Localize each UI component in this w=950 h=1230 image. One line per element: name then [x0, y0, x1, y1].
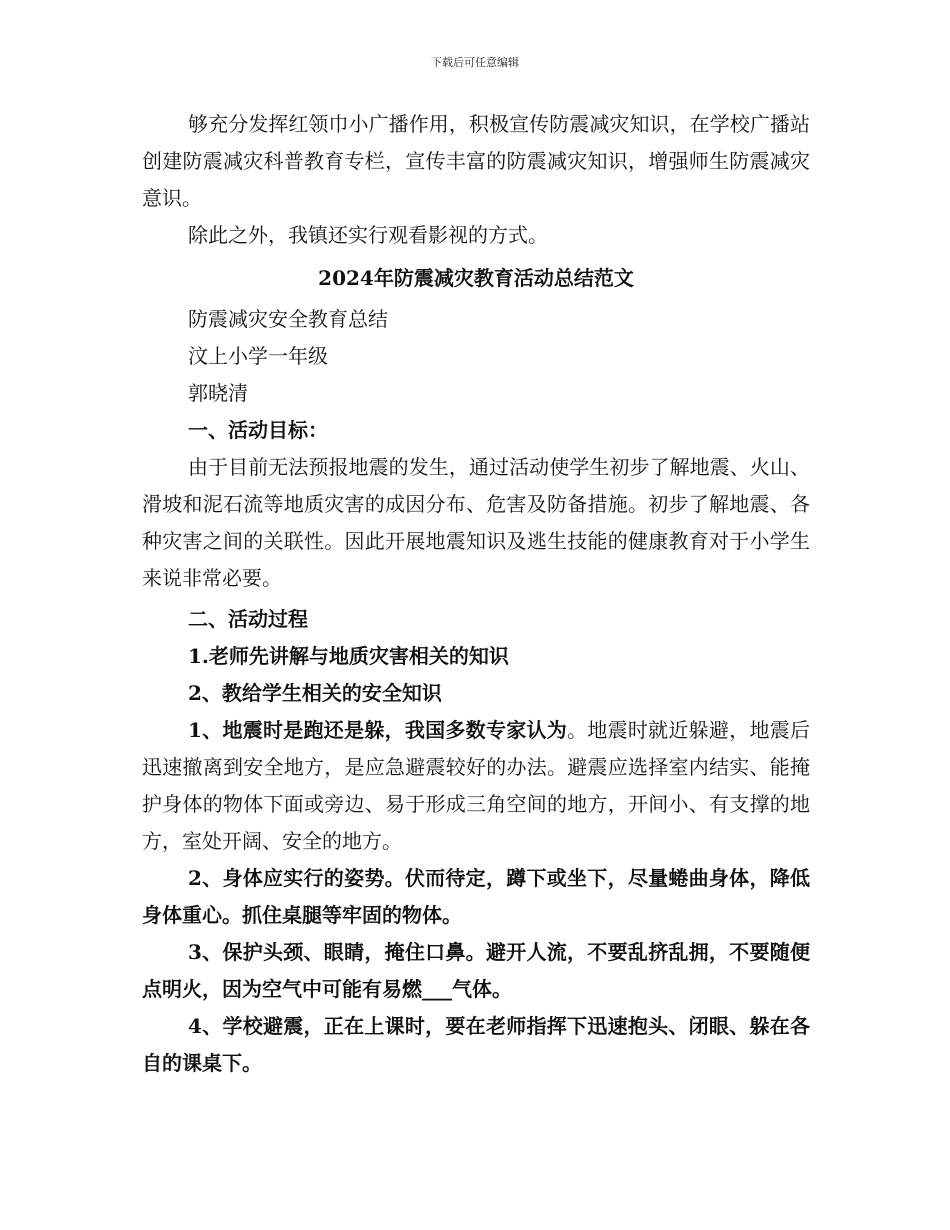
section-heading-process: 二、活动过程	[188, 607, 308, 631]
paragraph-posture: 2、身体应实行的姿势。伏而待定，蹲下或坐下，尽量蜷曲身体，降低身体重心。抓住桌腿等牢固的物体。	[142, 866, 810, 927]
paragraph-protect-head: 3、保护头颈、眼睛，掩住口鼻。避开人流，不要乱挤乱拥，不要随便点明火，因为空气中可能有易燃___气体。	[142, 940, 810, 1001]
document-title: 2024年防震减灾教育活动总结范文	[318, 266, 634, 290]
author-name: 郭晓清	[188, 381, 248, 405]
step-heading-2: 2、教给学生相关的安全知识	[188, 681, 442, 705]
paragraph-goals: 由于目前无法预报地震的发生，通过活动使学生初步了解地震、火山、滑坡和泥石流等地质灾害的成因分布、危害及防备措施。初步了解地震、各种灾害之间的关联性。因此开展地震知识及逃生技能的健康教育对于小学生来说非常必要。	[142, 455, 810, 590]
paragraph-film-method: 除此之外，我镇还实行观看影视的方式。	[188, 223, 548, 247]
summary-subtitle: 防震减灾安全教育总结	[188, 307, 388, 331]
page-header: 下载后可任意编辑	[431, 56, 519, 69]
school-class: 汶上小学一年级	[188, 344, 328, 368]
document-body	[142, 106, 810, 1082]
run-or-hide-body: 。地震时就近躲避，地震后迅速撤离到安全地方，是应急避震较好的办法。避震应选择室内结实、能掩护身体的物体下面或旁边、易于形成三角空间的地方，开间小、有支撑的地方，室处开阔、安全的地方。	[142, 718, 811, 853]
section-heading-goals: 一、活动目标：	[188, 418, 328, 442]
paragraph-school-shelter: 4、学校避震，正在上课时，要在老师指挥下迅速抱头、闭眼、躲在各自的课桌下。	[142, 1014, 810, 1075]
run-or-hide-lead: 1、地震时是跑还是躲，我国多数专家认为	[188, 718, 568, 742]
paragraph-run-or-hide	[142, 712, 810, 860]
step-heading-1: 1.老师先讲解与地质灾害相关的知识	[188, 644, 509, 668]
paragraph-continuation: 够充分发挥红领巾小广播作用，积极宣传防震减灾知识，在学校广播站创建防震减灾科普教育专栏，宣传丰富的防震减灾知识，增强师生防震减灾意识。	[142, 112, 810, 210]
